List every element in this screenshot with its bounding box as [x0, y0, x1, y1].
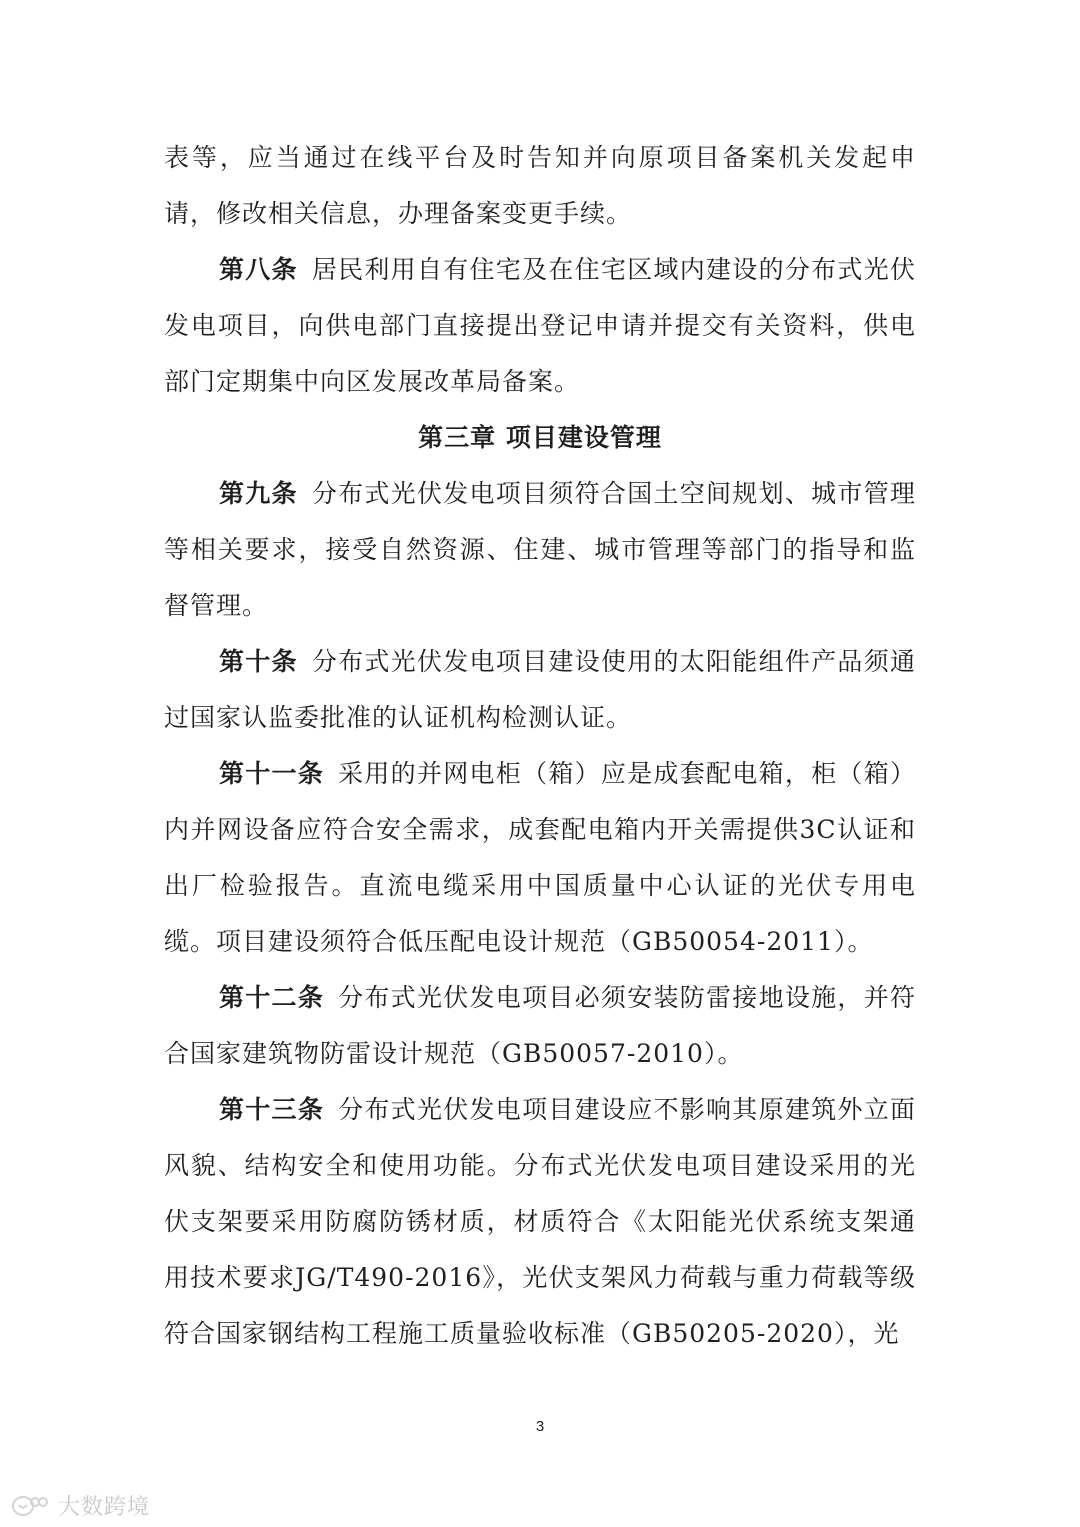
- article-10: [164, 634, 916, 746]
- article-13: [164, 1082, 916, 1362]
- article-8: [164, 242, 916, 410]
- dashu-logo-icon: [10, 1493, 52, 1519]
- article-heading: 第十二条: [219, 983, 325, 1012]
- article-heading: 第十三条: [219, 1095, 325, 1124]
- article-text: 分布式光伏发电项目须符合国土空间规划、城市管理等相关要求，接受自然资源、住建、城市管理等部门的指导和监督管理。: [164, 479, 916, 620]
- article-heading: 第十条: [219, 647, 298, 676]
- article-text: 居民利用自有住宅及在住宅区域内建设的分布式光伏发电项目，向供电部门直接提出登记申请并提交有关资料，供电部门定期集中向区发展改革局备案。: [164, 255, 916, 396]
- article-text: 采用的并网电柜（箱）应是成套配电箱，柜（箱）内并网设备应符合安全需求，成套配电箱内开关需提供3C认证和出厂检验报告。直流电缆采用中国质量中心认证的光伏专用电缆。项目建设须符合低压配电设计规范（GB50054-2011）。: [164, 759, 916, 956]
- article-text: 分布式光伏发电项目建设应不影响其原建筑外立面风貌、结构安全和使用功能。分布式光伏发电项目建设采用的光伏支架要采用防腐防锈材质，材质符合《太阳能光伏系统支架通用技术要求JG/T490-2016》，光伏支架风力荷载与重力荷载等级符合国家钢结构工程施工质量验收标准（GB50205-2020），光: [164, 1095, 916, 1348]
- paragraph-continuation: [164, 130, 916, 242]
- article-heading: 第九条: [219, 479, 298, 508]
- watermark: [10, 1490, 150, 1521]
- watermark-text: 大数跨境: [58, 1495, 151, 1520]
- article-11: [164, 746, 916, 970]
- article-text: 分布式光伏发电项目建设使用的太阳能组件产品须通过国家认监委批准的认证机构检测认证。: [164, 647, 916, 732]
- article-heading: 第八条: [219, 255, 298, 284]
- article-heading: 第十一条: [219, 759, 325, 788]
- page-number: 3: [535, 1418, 545, 1435]
- document-body: [164, 130, 916, 1362]
- article-12: [164, 970, 916, 1082]
- article-9: [164, 466, 916, 634]
- paragraph-text: 表等，应当通过在线平台及时告知并向原项目备案机关发起申请，修改相关信息，办理备案变更手续。: [164, 143, 916, 228]
- article-text: 分布式光伏发电项目必须安装防雷接地设施，并符合国家建筑物防雷设计规范（GB50057-2010）。: [164, 983, 916, 1068]
- chapter-title: 第三章 项目建设管理: [418, 423, 662, 452]
